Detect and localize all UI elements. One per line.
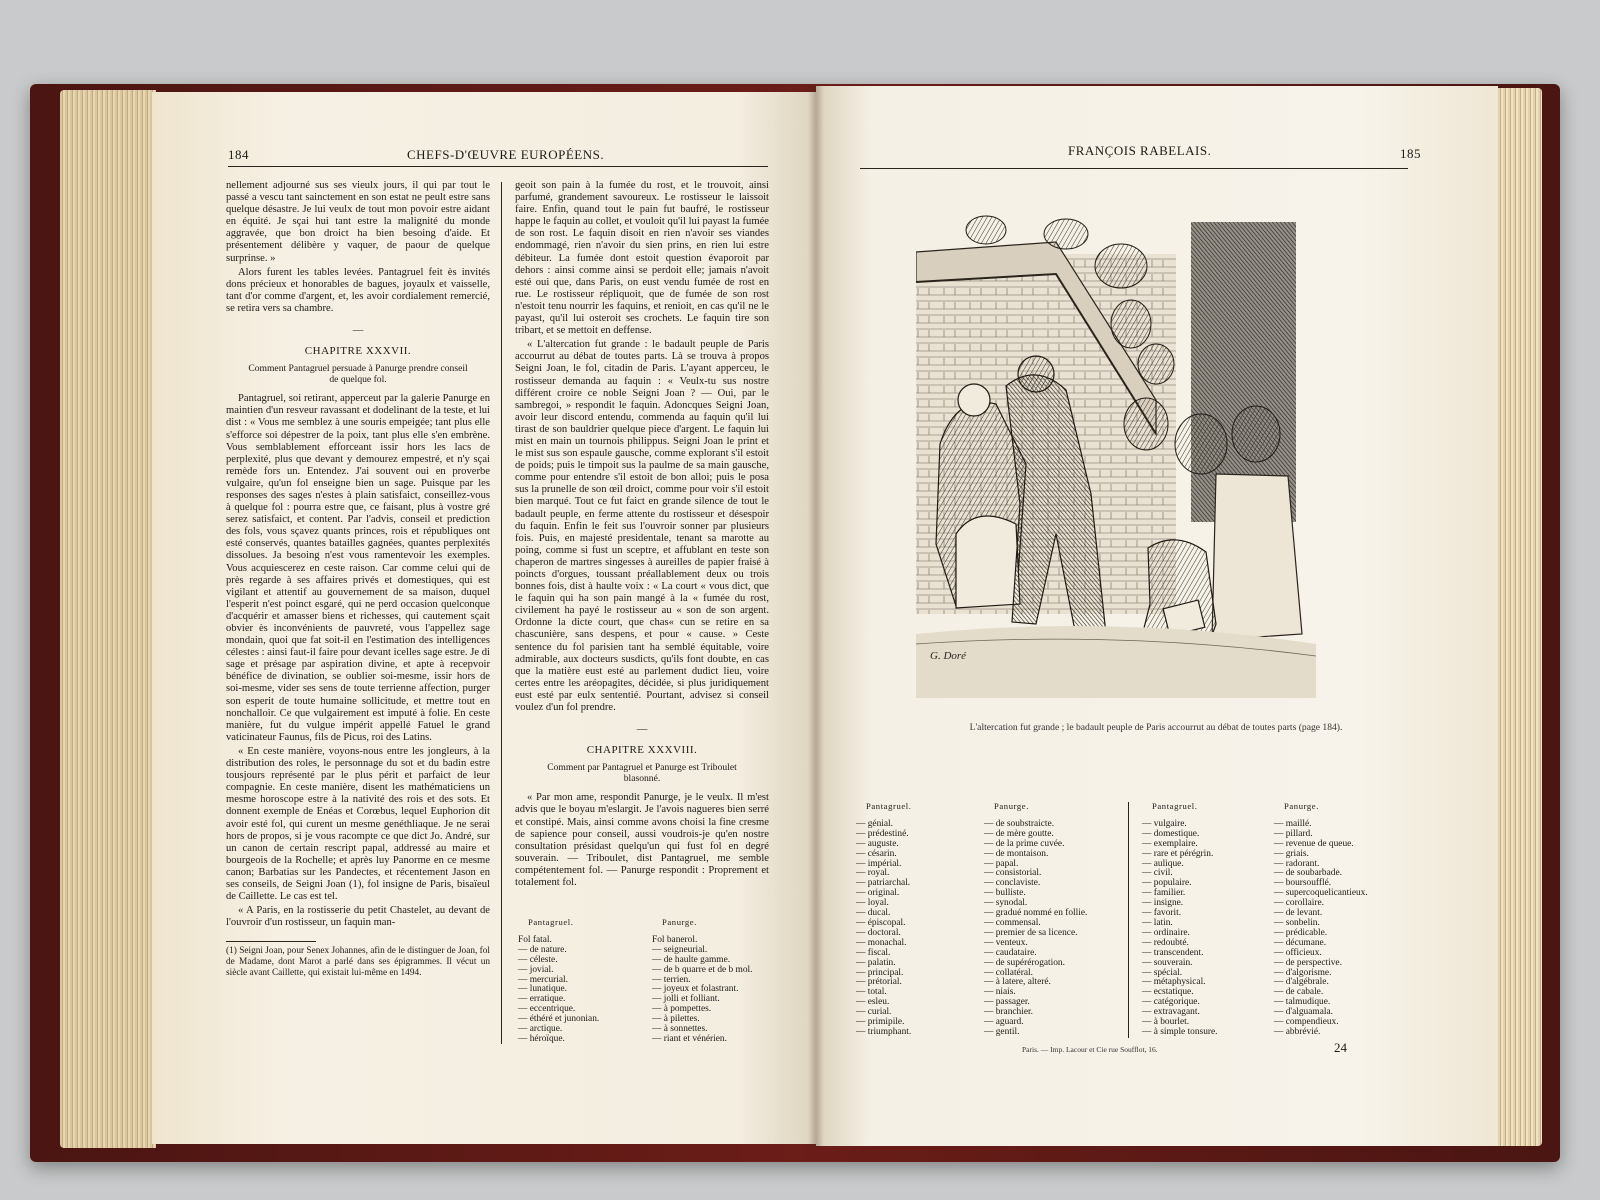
left-page [152,92,816,1144]
list-item: — griais. [1274,848,1309,859]
list-item: — génial. [856,818,893,829]
list-item: — monachal. [856,937,907,948]
list-item: — de cabale. [1274,987,1324,998]
list-header: Panurge. [662,917,697,927]
list-item: — palatin. [856,957,896,968]
engraving-illustration [916,204,1316,698]
list-item: — à sonnettes. [652,1024,708,1035]
list-item: — prédestiné. [856,828,909,839]
list-item: — patriarchal. [856,878,911,889]
paragraph: Pantagruel, soi retirant, apperceut par la galerie Panurge en maintien d'un resveur ravassant et dodelinant de la teste, et lui dist : « Vous me semblez à une souris empeigée; tant plus elle s'efforce soi dépestrer de la poix, tant plus elle s'en embrène. Vous semblablement efforceant issir hors les lacs de perplexité, plus que devant y demourez empestré, et n'y sçai remède fors un. Entendez. J'ai souvent oui en proverbe vulgaire, qu'un fol enseigne bien un sage. Puisque par les responses des sages n'estes à plain satisfaict, conseillez-vous à quelque fol : pourra estre que, ce faisant, plus à vostre gré serez satisfaict, et content. Par l'advis, conseil et prediction des fols, vous sçavez quants princes, rois et républiques ont esté conservés, quantes batailles gagnées, quantes perplexités dissolues. Ja besoing n'est vous ramentevoir les exemples. Vous acquiescerez en ceste raison. Car comme celui qui de près regarde à ses affaires privés et domestiques, qui est vigilant et attentif au gouvernement de sa maison, duquel l'esperit n'est poinct esgaré, qui ne perd occasion quelconque d'acquérir et amasser biens et richesses, qui cautement sçait obvier ès inconvénients de pauvreté, vous l'appellez sage mondain, quoi que fat soit-il en l'estimation des intelligences célestes : ainsi faut-il faire pour devant icelles sage estre. Je di sage et présage par aspiration divine, et apte à recepvoir bénéfice de divination, se oublier soi-mesme, issir hors de soi-mesme, vider ses sens de toute terrienne affection, purger son esperit de toute humaine sollicitude, et mettre tout en nonchalloir. Ce que vulgairement est imputé à folie. En ceste manière, fut du vulgue impérit appellé Fatuel le grand vaticinateur Faunus, fils de Picus, roi des Latins. [226,393,490,743]
left-list-panurge-col [652,918,753,1045]
list-item: — officieux. [1274,947,1322,958]
list-item: — impérial. [856,858,902,869]
list-item: — civil. [1142,868,1173,879]
list-item: — de mère goutte. [984,828,1054,839]
list-item: — extravagant. [1142,1007,1200,1018]
book-gutter [808,86,824,1148]
list-item: — d'algorisme. [1274,967,1332,978]
list-item: — bulliste. [984,888,1026,899]
list-item: — triumphant. [856,1026,912,1037]
list-item: — premier de sa licence. [984,927,1078,938]
list-item: — passager. [984,997,1030,1008]
list-item: — éthéré et junonian. [518,1014,600,1025]
list-item: — ecstatique. [1142,987,1194,998]
section-dash-2: — [636,724,648,736]
list-item: — céleste. [518,954,558,965]
list-divider-right [1128,802,1129,1038]
list-item: — talmudique. [1274,997,1331,1008]
list-item: — curial. [856,1007,892,1018]
page-number-left: 184 [228,147,249,162]
list-item: — eccentrique. [518,1004,576,1015]
paragraph: « Par mon ame, respondit Panurge, je le veulx. Il m'est advis que le boyau m'eslargit. Je l'avois nagueres bien serré et constipé. Mais, ainsi comme avons choisi la fine cresme de sapience pour conseil, aussi voudrois-je qu'en nostre consultation présidast quelqu'un qui fust fol en degré souverain. — Triboulet, dist Pantagruel, me semble compétentement fol. — Panurge respondit : Proprement et totalement fol. [515,792,769,888]
list-item: — primipile. [856,1017,905,1028]
list-item: — ducal. [856,908,891,919]
list-item: — latin. [1142,917,1173,928]
list-item: — papal. [984,858,1019,869]
signature-mark: 24 [1334,1040,1347,1055]
list-item: — revenue de queue. [1274,838,1354,849]
section-dash: — [352,325,364,337]
paragraph: nellement adjourné sus ses vieulx jours, il qui par tout le passé a vescu tant sainctement en son estat ne peult estre sans quelque désastre. Je lui veulx de tout mon povoir estre aidant en équité. Je sçai hui tant estre la malignité du monde aggravée, que bon droict ha bien besoing d'aide. Et présentement délibère y vaquer, de paour de quelque surprinse. » [226,180,490,264]
list-item: — fiscal. [856,947,891,958]
list-item: — populaire. [1142,878,1192,889]
artist-signature: G. Doré [930,650,967,662]
list-item: — jovial. [518,964,554,975]
list-item: — consistorial. [984,868,1042,879]
list-item: — synodal. [984,898,1028,909]
list-item: — à pompettes. [652,1004,712,1015]
list-item: — de nature. [518,944,567,955]
column-divider-left [501,182,502,1044]
paragraph: geoit son pain à la fumée du rost, et le trouvoit, ainsi parfumé, grandement savoureux. Le rostisseur le laissoit faire. Enfin, quand tout le pain fut baufré, le rostisseur happe le faquin au collet, et vouloit qu'il lui payast la fumée de son rost. Le faquin disoit en rien n'avoir ses viandes endommagé, rien n'avoir du sien prins, en rien lui estre débiteur. La fumée dont estoit question évaporoit par dehors : ainsi comme ainsi se perdoit elle; jamais n'avoit esté oui que, dans Paris, on eust vendu fumée de rost en rue. Le rostisseur répliquoit, que de fumée de son rost n'estoit tenu nourrir les faquins, et renioit, en cas qu'il ne le payast, qu'il lui osteroit ses crochets. Le faquin tire son tribart, et se mettoit en deffense. [515,180,769,337]
right-list-col-2 [984,802,1087,1038]
list-item: — mercurial. [518,974,568,985]
list-item: — de haulte gamme. [652,954,731,965]
list-item: — jolli et folliant. [652,994,720,1005]
running-head-left: CHEFS-D'ŒUVRE EUROPÉENS. [407,147,605,162]
list-item: — arctique. [518,1024,563,1035]
page-edges-right [1498,88,1542,1146]
list-item: — corollaire. [1274,898,1324,909]
list-item: — domestique. [1142,828,1200,839]
list-item: — de montaison. [984,848,1049,859]
chapter-37-summary: Comment Pantagruel persuade à Panurge prendre conseil de quelque fol. [248,363,468,386]
list-item: — radorant. [1274,858,1320,869]
list-item: — venteux. [984,937,1028,948]
left-list-pantagruel-col [518,918,599,1045]
list-item: — collatéral. [984,967,1033,978]
list-item: — transcendent. [1142,947,1204,958]
paragraph: Alors furent les tables levées. Pantagruel feit ès invités dons précieux et honorables de bagues, joyaulx et vaisselle, tant d'or comme d'argent, et, les avoir cordialement remercié, se retira vers sa chambre. [226,266,490,314]
list-item: — gradué nommé en follie. [984,908,1088,919]
list-item: — boursoufflé. [1274,878,1332,889]
list-item: — doctoral. [856,927,901,938]
running-head-right: FRANÇOIS RABELAIS. [1068,143,1212,158]
paragraph: « L'altercation fut grande : le badault peuple de Paris accourrut au débat de toutes parts. Là se trouva à propos Seigni Joan, le fol, citadin de Paris. L'ayant apperceu, le rostisseur demanda au faquin : « Veulx-tu sus nostre différent croire ce noble Seigni Joan ? — Oui, par le sambregoi, » respondit le faquin. Adoncques Seigni Joan, avoir leur discord entendu, commenda au faquin qu'il lui tirast de son bauldrier quelque piece d'argent. Le faquin lui mist en main un tournois philippus. Seigni Joan le print et le mist sus son espaule gausche, comme explorant s'il estoit de poids; puis le timpoit sus la paulme de sa main gausche, comme pour entendre s'il estoit de bon alloi; puis le posa sus la prunelle de son œil droict, comme pour voir s'il estoit bien marqué. Tout ce fut faict en grande silence de tout le badault peuple, en ferme attente du rostisseur et désespoir du faquin. Enfin le feit sus l'ouvroir sonner par plusieurs fois. Puis, en majesté presidentale, tenant sa marotte au poing, comme si fust un sceptre, et affublant en teste son chaperon de martres singesses à aureilles de papier fraisé à poincts d'orgues, toussant préallablement deux ou trois bonnes fois, dist à haulte voix : « La court « vous dict, que le faquin qui ha son pain mangé à la « fumée du rost, civilement ha payé le rostisseur au « son de son argent. Ordonne la dicte court, que chas« cun se retire en sa chascunière, sans despens, et pour « cause. » Ceste sentence du fol parisien tant ha semblé équitable, voire admirable, aux docteurs susdicts, qu'ils font doubte, en cas que la matière eust esté au parlement dudict lieu, voire certes entre les aréopagites, décidée, si plus juridiquement eust esté par eulx sententié. Pourtant, advisez si conseil voulez d'un fol prendre. [515,339,769,714]
list-item: — joyeux et folastrant. [652,984,739,995]
list-item: — souverain. [1142,957,1193,968]
list-item: — original. [856,888,900,899]
left-column-1 [226,180,490,978]
page-number-right: 185 [1400,146,1421,161]
list-item: — maillé. [1274,818,1312,829]
list-item: — de soubstraicte. [984,818,1055,829]
list-item: — royal. [856,868,890,879]
list-item: — gentil. [984,1026,1020,1037]
list-item: — exemplaire. [1142,838,1198,849]
list-item: — prétorial. [856,977,902,988]
list-header: Pantagruel. [1152,801,1198,811]
list-item: — branchier. [984,1007,1033,1018]
right-list-col-4 [1274,802,1368,1038]
paragraph: « En ceste manière, voyons-nous entre les jongleurs, à la distribution des roles, le personnage du sot et du badin estre tousjours représenté par le plus périt et parfaict de leur compagnie. En ceste manière, disent les mathématiciens un mesme horoscope estre à la nativité des rois et des sots. Et donnent exemple de Enéas et Corœbus, lequel Euphorion dit avoir esté fol, qui curent un mesme genéthliaque. Je ne serai hors de propos, si je vous racompte ce que dict Jo. André, sur un canon de certain rescript papal, addressé au maire et bourgeois de la Rochelle; et après luy Panorme en ce mesme canon; Barbatias sur les Pandectes, et récentement Jason en ses conseils, de Seigni Joan (1), fol insigne de Paris, bisaïeul de Caillette. Le cas est tel. [226,745,490,903]
list-item: — redoubté. [1142,937,1189,948]
list-item: — à simple tonsure. [1142,1026,1218,1037]
list-item: — conclaviste. [984,878,1041,889]
footnote: (1) Seigni Joan, pour Senex Johannes, afin de le distinguer de Joan, fol de Madame, dont Marot a parlé dans ses épigrammes. Il vécut un siècle avant Caillette, qui existait lui-même en 1494. [226,946,490,978]
list-item: — césarin. [856,848,897,859]
chapter-37-title: CHAPITRE XXXVII. [304,345,412,358]
list-item: — loyal. [856,898,889,909]
list-item: — décumane. [1274,937,1327,948]
list-item: — aulique. [1142,858,1184,869]
list-item: — d'algébrale. [1274,977,1329,988]
list-item: — de b quarre et de b mol. [652,964,753,975]
list-item: — abbrévié. [1274,1026,1321,1037]
chapter-38-summary: Comment par Pantagruel et Panurge est Triboulet blasonné. [547,762,737,785]
list-item: — supercoquelicantieux. [1274,888,1368,899]
list-item: — seigneurial. [652,944,708,955]
chapter-38-title: CHAPITRE XXXVIII. [586,744,698,757]
header-rule-left [228,166,768,167]
list-item: — de supérérogation. [984,957,1065,968]
page-edges-left [60,90,156,1148]
left-column-2 [515,180,769,897]
list-header: Panurge. [994,801,1029,811]
list-item: — esleu. [856,997,890,1008]
list-item: — caudataire. [984,947,1037,958]
list-item: — aguard. [984,1017,1024,1028]
list-item: — favorit. [1142,908,1182,919]
list-header: Pantagruel. [866,801,912,811]
list-item: — compendieux. [1274,1017,1339,1028]
list-item: — prédicable. [1274,927,1328,938]
list-item: — héroïque. [518,1033,565,1044]
footnote-rule [226,941,316,942]
list-item: — catégorique. [1142,997,1200,1008]
list-item: Fol fatal. [518,934,552,945]
list-item: — commensal. [984,917,1041,928]
list-item: — insigne. [1142,898,1184,909]
right-list-col-1 [856,802,912,1038]
list-item: — d'alguamala. [1274,1007,1333,1018]
paragraph: « A Paris, en la rostisserie du petit Chastelet, au devant de l'ouvroir d'un rostisseur, un faquin man- [226,905,490,929]
list-item: — familier. [1142,888,1186,899]
list-item: — de soubarbade. [1274,868,1342,879]
header-rule-right [860,168,1408,169]
list-item: — principal. [856,967,904,978]
list-item: — vulgaire. [1142,818,1187,829]
list-item: — de perspective. [1274,957,1342,968]
illustration-caption: L'altercation fut grande ; le badault peuple de Paris accourrut au débat de toutes parts (page 184). [969,722,1343,733]
list-item: — erratique. [518,994,566,1005]
right-list-col-3 [1142,802,1218,1038]
list-item: — riant et vénérien. [652,1033,727,1044]
list-item: — total. [856,987,887,998]
list-item: — auguste. [856,838,899,849]
list-item: — lunatique. [518,984,567,995]
list-item: — à bourlet. [1142,1017,1190,1028]
list-item: — niais. [984,987,1016,998]
list-item: — rare et pérégrin. [1142,848,1214,859]
list-header: Panurge. [1284,801,1319,811]
list-item: — spécial. [1142,967,1183,978]
list-item: — pillard. [1274,828,1313,839]
list-item: Fol banerol. [652,934,698,945]
list-item: — épiscopal. [856,917,906,928]
list-item: — sonbelin. [1274,917,1320,928]
list-item: — métaphysical. [1142,977,1206,988]
list-item: — de la prime cuvée. [984,838,1065,849]
list-item: — terrien. [652,974,691,985]
right-page [816,86,1498,1146]
list-item: — à pilettes. [652,1014,700,1025]
printer-imprint: Paris. — Imp. Lacour et Cie rue Soufflot, 16. [1022,1045,1158,1054]
list-item: — à latere, alteré. [984,977,1051,988]
list-header: Pantagruel. [528,917,574,927]
list-item: — ordinaire. [1142,927,1190,938]
list-item: — de levant. [1274,908,1323,919]
